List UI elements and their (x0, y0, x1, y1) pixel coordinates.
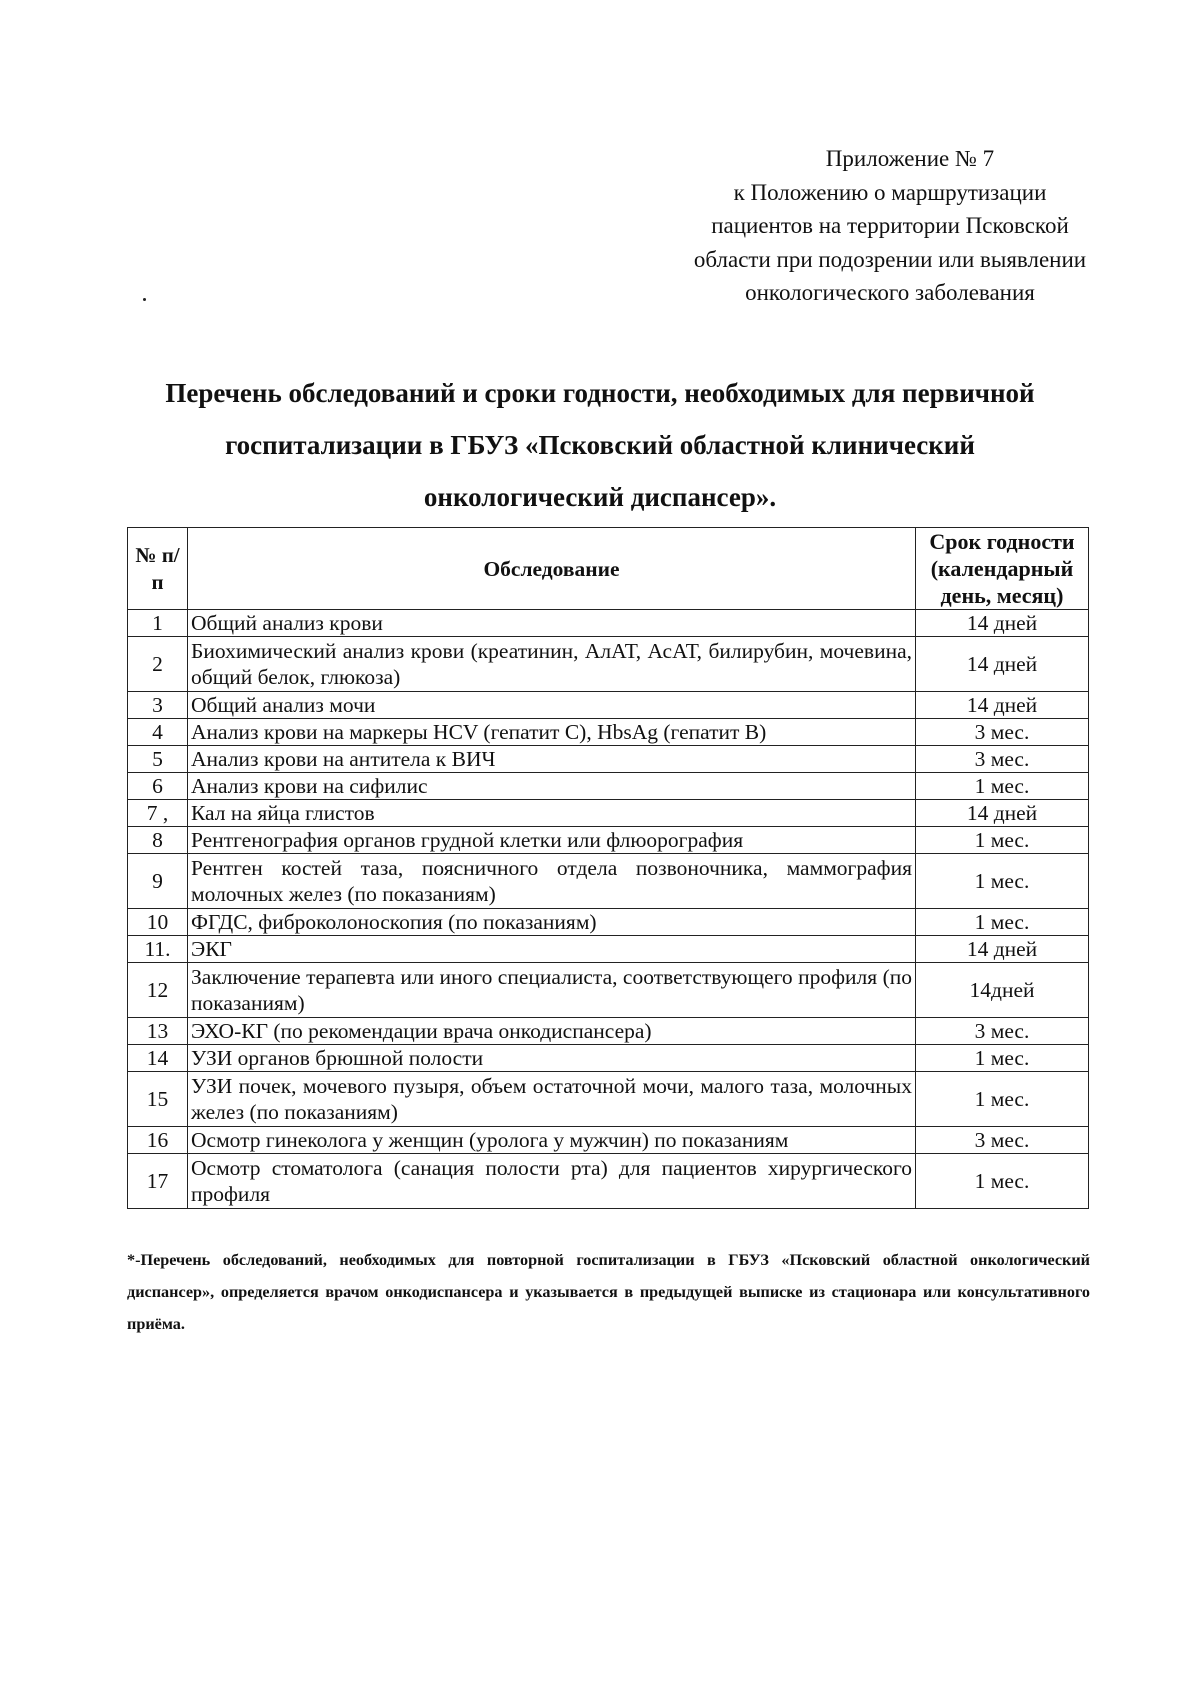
row-examination: Анализ крови на антитела к ВИЧ (188, 746, 916, 773)
header-validity-period: Срок годности (календарный день, месяц) (916, 528, 1089, 610)
table-row (128, 963, 1089, 1018)
row-validity: 3 мес. (916, 746, 1089, 773)
row-validity: 14дней (916, 963, 1089, 1018)
row-examination: Кал на яйца глистов (188, 800, 916, 827)
row-examination: Общий анализ мочи (188, 692, 916, 719)
scan-speck (143, 298, 146, 301)
row-number: 9 (128, 854, 188, 909)
appendix-line: области при подозрении или выявлении (693, 246, 1087, 272)
header-number: № п/п (128, 528, 188, 610)
row-number: 5 (128, 746, 188, 773)
row-validity: 1 мес. (916, 1154, 1089, 1209)
row-examination: Осмотр стоматолога (санация полости рта) для пациентов хирургического профиля (188, 1154, 916, 1209)
row-validity: 14 дней (916, 610, 1089, 637)
appendix-line: Приложение № 7 (825, 146, 995, 171)
table-row (128, 746, 1089, 773)
row-number: 15 (128, 1072, 188, 1127)
table-row (128, 610, 1089, 637)
row-validity: 3 мес. (916, 719, 1089, 746)
table-row (128, 719, 1089, 746)
row-number: 13 (128, 1018, 188, 1045)
row-number: 3 (128, 692, 188, 719)
table-row (128, 1127, 1089, 1154)
examinations-table (127, 527, 1089, 1209)
row-examination: УЗИ органов брюшной полости (188, 1045, 916, 1072)
row-number: 8 (128, 827, 188, 854)
row-validity: 14 дней (916, 692, 1089, 719)
row-number: 14 (128, 1045, 188, 1072)
table-row (128, 1154, 1089, 1209)
appendix-header (660, 142, 1120, 310)
row-examination: Анализ крови на маркеры HCV (гепатит С), HbsAg (гепатит В) (188, 719, 916, 746)
row-examination: Рентген костей таза, поясничного отдела позвоночника, маммография молочных желез (по показаниям) (188, 854, 916, 909)
row-validity: 1 мес. (916, 909, 1089, 936)
row-examination: Биохимический анализ крови (креатинин, АлАТ, АсАТ, билирубин, мочевина, общий белок, глюкоза) (188, 637, 916, 692)
row-examination: Заключение терапевта или иного специалиста, соответствующего профиля (по показаниям) (188, 963, 916, 1018)
table-row (128, 854, 1089, 909)
table-header-row (128, 528, 1089, 610)
row-number: 11. (128, 936, 188, 963)
header-examination: Обследование (188, 528, 916, 610)
row-number: 10 (128, 909, 188, 936)
table-row (128, 1072, 1089, 1127)
row-number: 17 (128, 1154, 188, 1209)
row-number: 4 (128, 719, 188, 746)
row-number: 2 (128, 637, 188, 692)
document-title (120, 367, 1080, 523)
title-line: госпитализации в ГБУЗ «Псковский областной клинический (225, 430, 975, 460)
row-examination: Анализ крови на сифилис (188, 773, 916, 800)
footnote: *-Перечень обследований, необходимых для повторной госпитализации в ГБУЗ «Псковский областной онкологический диспансер», определяется врачом онкодиспансера и указывается в предыдущей выписке из стационара или консультативного приёма. (127, 1251, 1090, 1333)
row-number: 1 (128, 610, 188, 637)
title-line: онкологический диспансер». (423, 482, 777, 512)
row-number: 7 , (128, 800, 188, 827)
row-validity: 1 мес. (916, 773, 1089, 800)
appendix-line: онкологического заболевания (745, 280, 1035, 305)
table-row (128, 827, 1089, 854)
row-validity: 1 мес. (916, 1072, 1089, 1127)
table-row (128, 1045, 1089, 1072)
row-examination: Рентгенография органов грудной клетки или флюорография (188, 827, 916, 854)
title-line: Перечень обследований и сроки годности, необходимых для первичной (165, 378, 1035, 408)
appendix-line: к Положению о маршрутизации (733, 179, 1047, 205)
table-row (128, 1018, 1089, 1045)
row-validity: 1 мес. (916, 854, 1089, 909)
row-number: 6 (128, 773, 188, 800)
row-examination: Общий анализ крови (188, 610, 916, 637)
table-row (128, 936, 1089, 963)
row-validity: 1 мес. (916, 827, 1089, 854)
row-validity: 3 мес. (916, 1127, 1089, 1154)
row-validity: 3 мес. (916, 1018, 1089, 1045)
row-validity: 14 дней (916, 637, 1089, 692)
table-row (128, 909, 1089, 936)
table-row (128, 692, 1089, 719)
row-validity: 1 мес. (916, 1045, 1089, 1072)
row-validity: 14 дней (916, 800, 1089, 827)
row-number: 16 (128, 1127, 188, 1154)
row-examination: ЭКГ (188, 936, 916, 963)
table-row (128, 773, 1089, 800)
row-validity: 14 дней (916, 936, 1089, 963)
row-examination: Осмотр гинеколога у женщин (уролога у мужчин) по показаниям (188, 1127, 916, 1154)
table-row (128, 637, 1089, 692)
row-examination: УЗИ почек, мочевого пузыря, объем остаточной мочи, малого таза, молочных желез (по показаниям) (188, 1072, 916, 1127)
table-row (128, 800, 1089, 827)
row-examination: ФГДС, фиброколоноскопия (по показаниям) (188, 909, 916, 936)
row-number: 12 (128, 963, 188, 1018)
appendix-line: пациентов на территории Псковской (711, 213, 1069, 238)
row-examination: ЭХО-КГ (по рекомендации врача онкодиспансера) (188, 1018, 916, 1045)
